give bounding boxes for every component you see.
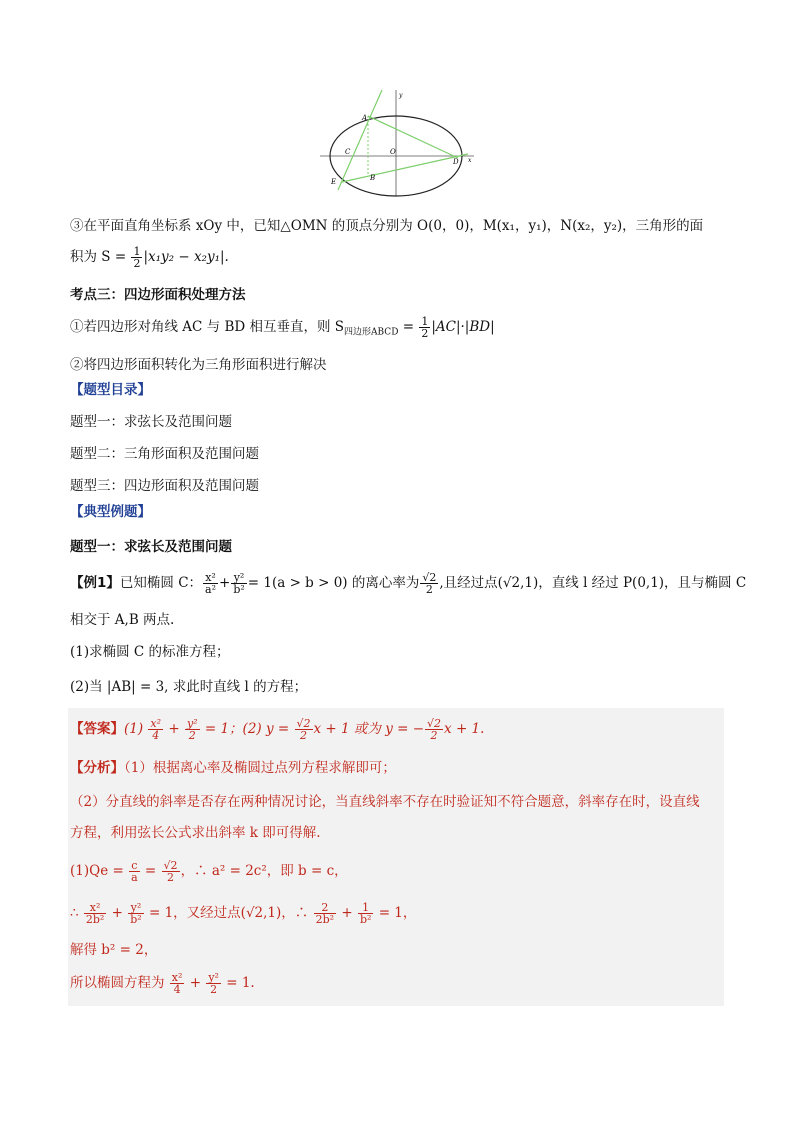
- analysis-line3: 方程，利用弦长公式求出斜率 k 即可得解.: [70, 825, 321, 841]
- item1-eq: =: [398, 319, 419, 335]
- fraction: $\frac{\text{x²}}{\text{a²}}$: [205, 571, 216, 596]
- example1-label: 【例1】: [70, 575, 120, 591]
- solution-line1: (1)Qe = $\frac{c}{a}$ = $\frac{√2}{2}$ ，∴ a² = 2c²，即 b = c，: [70, 859, 348, 884]
- examples-tag: 【典型例题】: [70, 504, 151, 520]
- answer-line: [70, 718, 484, 741]
- note3-line1: ③在平面直角坐标系 xOy 中，已知△OMN 的顶点分别为 O(0，0)，M(x₁，y₁)，N(x₂，y₂)，三角形的面: [70, 218, 704, 234]
- answer-formula: (1) $\frac{\text{x²}}{4}$ + $\frac{\text{y²}}{2}$ = 1；(2) y = $\frac{√2}{2}$ x + 1 或为 y = − $\frac{√2}{2}$ x + 1.: [124, 717, 485, 742]
- example1-text: 已知椭圆 C：: [119, 575, 203, 591]
- solution-line2: ∴ $\frac{\text{x²}}{\text{2b²}}$ + $\frac{\text{y²}}{\text{b²}}$ = 1，又经过点(√2,1)，∴ $\frac{2}{\text{2b²}}$ + $\frac{1}{\text{b²}}$ = 1，: [70, 901, 417, 926]
- toc-item: 题型一：求弦长及范围问题: [70, 414, 232, 430]
- analysis-line2: （2）分直线的斜率是否存在两种情况讨论，当直线斜率不存在时验证知不符合题意，斜率存在时，设直线: [70, 794, 700, 810]
- toc-item: 题型二：三角形面积及范围问题: [70, 446, 259, 462]
- section3-item2: ②将四边形面积转化为三角形面积进行解决: [70, 357, 327, 373]
- type1-heading: 题型一：求弦长及范围问题: [70, 539, 232, 555]
- fraction: $\frac{√2}{2}$: [422, 571, 437, 596]
- analysis-label: 【分析】: [70, 760, 124, 776]
- ellipse-diagram: [318, 88, 478, 198]
- label-O: O: [390, 148, 396, 156]
- analysis-line1: [70, 758, 396, 778]
- example1-line2: 相交于 A,B 两点.: [70, 612, 175, 628]
- item1-formula: |AC|·|BD|: [431, 319, 495, 335]
- line-ED: [342, 154, 468, 182]
- example1-text: = 1(a > b > 0) 的离心率为: [247, 575, 420, 591]
- toc-item: 题型三：四边形面积及范围问题: [70, 478, 259, 494]
- label-B: B: [370, 174, 376, 182]
- question-2: (2)当 |AB| = 3, 求此时直线 l 的方程；: [70, 679, 308, 695]
- example1-text: ,且经过点(√2,1)，直线 l 经过 P(0,1)，且与椭圆 C: [439, 575, 747, 591]
- fraction: $\frac{1}{2}$: [421, 315, 429, 340]
- fraction: $\frac{\text{y²}}{\text{b²}}$: [233, 571, 245, 596]
- section3-item1: [70, 316, 495, 343]
- example1-line1: [70, 572, 746, 595]
- answer-label: 【答案】: [70, 721, 124, 737]
- label-C: C: [345, 148, 351, 156]
- plus-sign: +: [219, 575, 231, 591]
- label-D: D: [453, 158, 459, 166]
- section3-heading: 考点三：四边形面积处理方法: [70, 287, 246, 303]
- item1-text: ①若四边形对角线 AC 与 BD 相互垂直，则 S: [70, 319, 345, 335]
- note3-formula: |x₁y₂ − x₂y₁|.: [143, 249, 229, 265]
- label-x: x: [468, 157, 472, 164]
- line-AD: [368, 116, 458, 158]
- toc-tag: 【题型目录】: [70, 382, 151, 398]
- solution-line4: 所以椭圆方程为 $\frac{\text{x²}}{4}$ + $\frac{\text{y²}}{2}$ = 1.: [70, 971, 255, 996]
- note3-text: 积为 S =: [70, 249, 131, 265]
- analysis-text: （1）根据离心率及椭圆过点列方程求解即可；: [124, 760, 396, 776]
- solution-box: [68, 708, 724, 1006]
- label-y: y: [399, 92, 403, 99]
- label-A: A: [362, 114, 368, 122]
- fraction: $\frac{1}{2}$: [133, 245, 141, 270]
- item1-subscript: 四边形ABCD: [344, 327, 399, 338]
- solution-line3: 解得 b² = 2，: [70, 942, 158, 958]
- note3-line2: [70, 246, 229, 269]
- question-1: (1)求椭圆 C 的标准方程；: [70, 644, 230, 660]
- label-E: E: [331, 178, 337, 186]
